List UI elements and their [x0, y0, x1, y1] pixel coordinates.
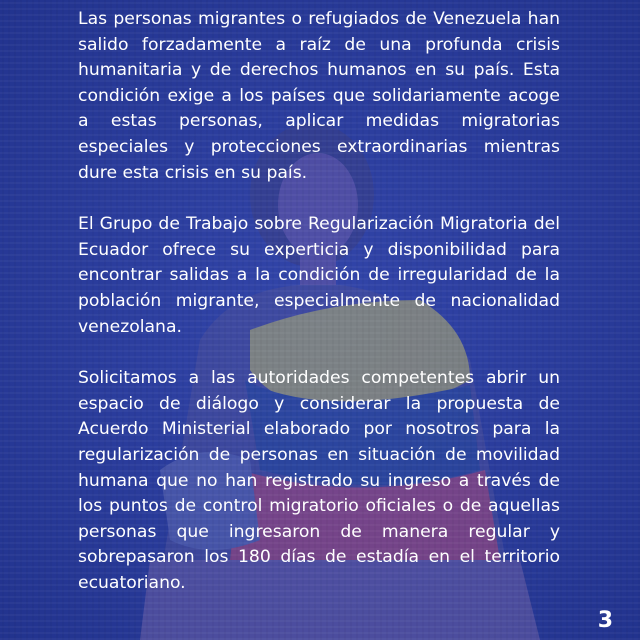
paragraph-2: El Grupo de Trabajo sobre Regularización Migratoria del Ecuador ofrece su experticia y disponibilidad para encontrar salidas a la condición de irregularidad de la población migrante, especialmente de nacionalidad venezolana. — [78, 214, 560, 337]
page-number: 3 — [597, 608, 613, 633]
main-text-block — [78, 7, 560, 596]
paragraph-3: Solicitamos a las autoridades competentes abrir un espacio de diálogo y considerar la propuesta de Acuerdo Ministerial elaborado por nosotros para la regularización de personas en situación de movilidad humana que no han registrado su ingreso a través de los puntos de control migratorio oficiales o de aquellas personas que ingresaron de manera regular y sobrepasaron los 180 días de estadía en el territorio ecuatoriano. — [78, 368, 560, 593]
paragraph-1: Las personas migrantes o refugiados de Venezuela han salido forzadamente a raíz de una profunda crisis humanitaria y de derechos humanos en su país. Esta condición exige a los países que solidariamente acoge a estas personas, aplicar medidas migratorias especiales y protecciones extraordinarias mientras dure esta crisis en su país. — [78, 9, 560, 183]
